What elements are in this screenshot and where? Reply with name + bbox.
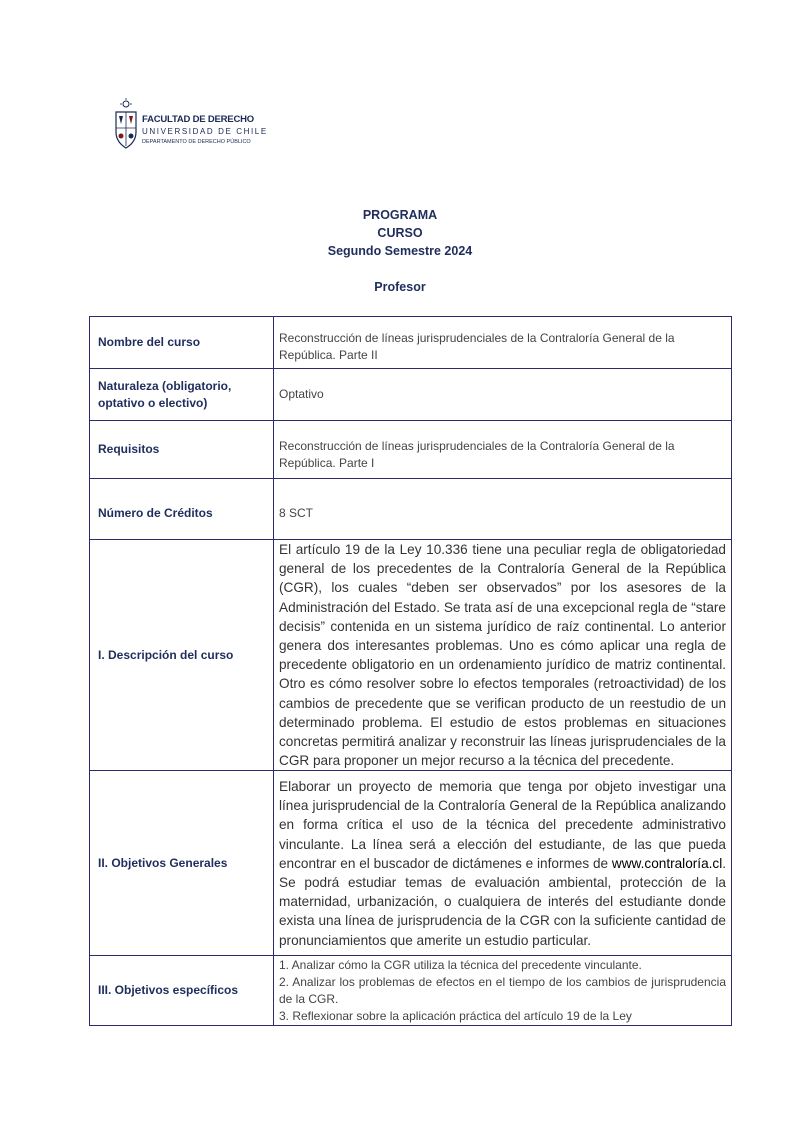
nature-label: Naturaleza (obligatorio, optativo o electivo) [90,369,274,421]
course-name-label: Nombre del curso [90,317,274,369]
description-label: I. Descripción del curso [90,540,274,771]
faculty-logo [113,98,268,153]
doc-title: PROGRAMA [362,208,438,222]
general-objectives-text-after: . Se podrá estudiar temas de evaluación ambiental, protección de la maternidad, urbanización, o cualquiera de interés del estudiante donde exista una línea de jurisprudencia de la CGR con la suficiente cantidad de pronunciamientos que amerite un estudio particular. [279,855,726,948]
specific-objective-item: 2. Analizar los problemas de efectos en el tiempo de los cambios de jurisprudencia de la CGR. [279,974,726,1006]
general-objectives-value [274,771,732,956]
requirements-label: Requisitos [90,421,274,479]
specific-objective-item: 1. Analizar cómo la CGR utiliza la técnica del precedente vinculante. [279,957,642,972]
row-requirements [90,421,732,479]
row-credits [90,479,732,540]
specific-objective-item: 3. Reflexionar sobre la aplicación práctica del artículo 19 de la Ley [279,1008,632,1023]
professor-label: Profesor [374,280,426,294]
logo-university-name: UNIVERSIDAD DE CHILE [142,127,268,136]
row-general-objectives [90,771,732,956]
general-objectives-label: II. Objetivos Generales [90,771,274,956]
row-course-name [90,317,732,369]
credits-label: Número de Créditos [90,479,274,540]
doc-subtitle: CURSO [377,226,423,240]
general-objectives-text-before: Elaborar un proyecto de memoria que tenga por objeto investigar una línea jurisprudencial de la Contraloría General de la República analizando en forma crítica el uso de la técnica del precedente administrativo vinculante. La línea será a elección del estudiante, de las que pueda encontrar en el buscador de dictámenes e informes de [279,779,726,871]
requirements-value: Reconstrucción de líneas jurisprudenciales de la Contraloría General de la República. Parte I [274,421,732,479]
description-value: El artículo 19 de la Ley 10.336 tiene una peculiar regla de obligatoriedad general de los precedentes de la Contraloría General de la República (CGR), los cuales “deben ser observados” por los asesores de la Administración del Estado. Se trata así de una excepcional regla de “stare decisis” contenida en un sistema jurídico de raíz continental. Lo anterior genera dos interesantes problemas. Uno es cómo aplicar una regla de precedente obligatorio en un ordenamiento jurídico de matriz continental. Otro es cómo resolver sobre lo efectos temporales (retroactividad) de los cambios de precedente que se verifican producto de un reestudio de un determinado problema. El estudio de estos problemas en situaciones concretas permitirá analizar y reconstruir las líneas jurisprudenciales de la CGR para proponer un mejor recurso a la técnica del precedente. [274,540,732,771]
program-table [89,316,732,1026]
specific-objectives-value [274,956,732,1026]
credits-value: 8 SCT [274,479,732,540]
course-name-value: Reconstrucción de líneas jurisprudenciales de la Contraloría General de la República. Parte II [274,317,732,369]
row-description [90,540,732,771]
university-crest-icon [113,98,141,153]
row-specific-objectives [90,956,732,1026]
nature-value: Optativo [274,369,732,421]
specific-objectives-label: III. Objetivos específicos [90,956,274,1026]
logo-faculty-name: FACULTAD DE DERECHO [142,114,254,125]
row-nature [90,369,732,421]
doc-semester: Segundo Semestre 2024 [327,244,473,258]
logo-department-name: DEPARTAMENTO DE DERECHO PÚBLICO [142,139,251,145]
contraloria-link[interactable]: www.contraloría.cl [611,855,723,871]
